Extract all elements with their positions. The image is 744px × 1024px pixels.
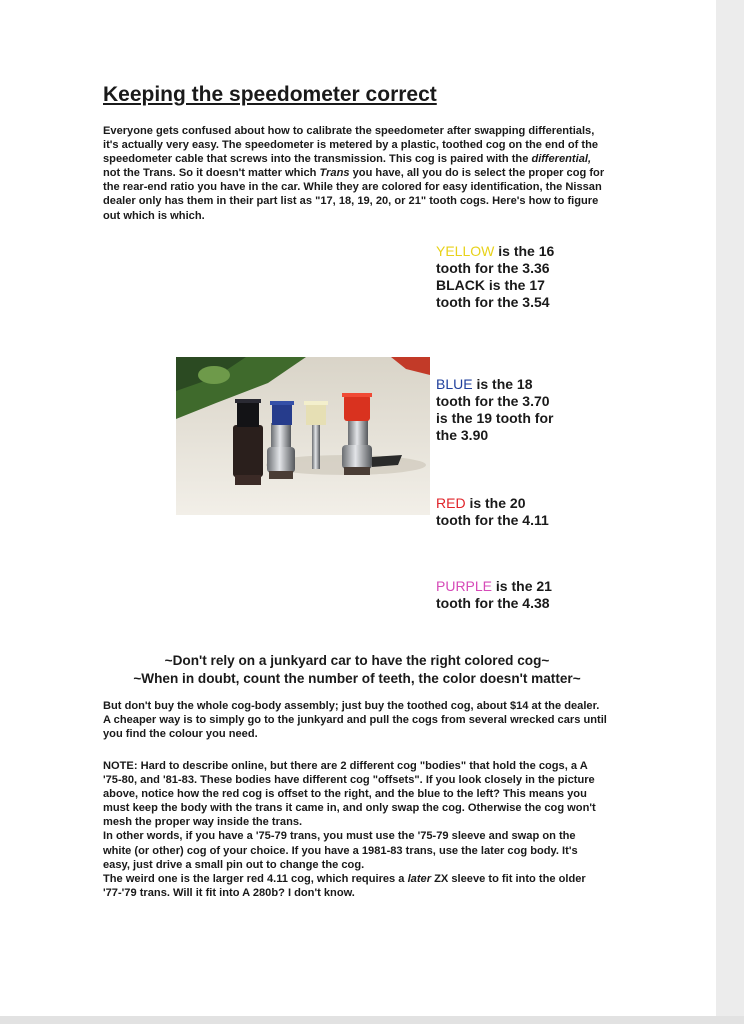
buy-paragraph: But don't buy the whole cog-body assembly; just buy the toothed cog, about $14 at the dealer. A cheaper way is to simply go to the junkyard and pull the cogs from several wrecked cars until you find the colour you need.: [103, 700, 607, 741]
intro-text-1: Everyone gets confused about how to calibrate the speedometer after swapping differentials, it's actually very easy. The speedometer is metered by a plastic, toothed cog on the end of the speedometer cable that screws into the transmission. This cog is paired with the: [103, 125, 599, 166]
cog-yellow-black-block: [436, 243, 556, 311]
page-title: Keeping the speedometer correct: [103, 83, 437, 106]
intro-emphasis-differential: differential,: [531, 153, 592, 166]
black-cog-assembly: [233, 399, 263, 485]
tips-block: [103, 652, 611, 688]
note-part-3b: ZX sleeve to fit into the older '77-'79 trans. Will it fit into A 280b? I don't know.: [103, 872, 586, 899]
intro-text-3: you have, all you do is select the proper cog for the rear-end ratio you have in the car. While they are colored for easy identification, the Nissan dealer only has them in their part list as "17, 18, 19, 20, or 21" tooth cogs. Here's how to figure out which is which.: [103, 167, 605, 222]
cog-purple-name: PURPLE: [436, 578, 493, 594]
cog-purple-text: is the 21 tooth for the 4.38: [436, 578, 552, 611]
cog-black-text: BLACK is the 17 tooth for the 3.54: [436, 277, 550, 310]
scan-edge-bottom: [0, 1016, 744, 1024]
note-paragraph: [103, 759, 607, 900]
cog-photo-graphic: [176, 357, 430, 515]
intro-paragraph: [103, 124, 607, 223]
note-emphasis-later: later: [407, 872, 432, 885]
note-part-2: In other words, if you have a '75-79 trans, you must use the '75-79 sleeve and swap on the white (or other) cog of your choice. If you have a 1981-83 trans, use the later cog body. It's easy, just drive a small pin out to change the cog.: [103, 830, 578, 871]
note-part-1: NOTE: Hard to describe online, but there are 2 different cog "bodies" that hold the cogs, a A '75-80, and '81-83. These bodies have different cog "offsets". If you look closely in the picture above, notice how the red cog is offset to the right, and the blue to the left? This means you must keep the body with the trans it came in, and only swap the cog. Otherwise the cog won't mesh the proper way inside the trans.: [103, 760, 596, 829]
tip-line-1: ~Don't rely on a junkyard car to have the right colored cog~: [164, 653, 550, 668]
cog-blue-text: is the 18 tooth for the 3.70 is the 19 tooth for the 3.90: [436, 376, 554, 443]
note-part-3a: The weird one is the larger red 4.11 cog, which requires a: [103, 872, 408, 885]
cog-assemblies-photo: [176, 357, 430, 515]
cog-blue-block: [436, 376, 556, 444]
cog-red-name: RED: [436, 495, 466, 511]
cog-blue-name: BLUE: [436, 376, 473, 392]
cog-yellow-text: is the 16 tooth for the 3.36: [436, 243, 555, 276]
cog-red-block: [436, 495, 556, 529]
scan-edge-right: [716, 0, 744, 1024]
intro-emphasis-trans: Trans: [319, 167, 350, 180]
cog-red-text: is the 20 tooth for the 4.11: [436, 495, 549, 528]
intro-text-2: not the Trans. So it doesn't matter which: [103, 167, 320, 180]
tip-line-2: ~When in doubt, count the number of teeth, the color doesn't matter~: [133, 671, 581, 686]
cog-purple-block: [436, 578, 556, 612]
cog-yellow-name: YELLOW: [436, 243, 495, 259]
